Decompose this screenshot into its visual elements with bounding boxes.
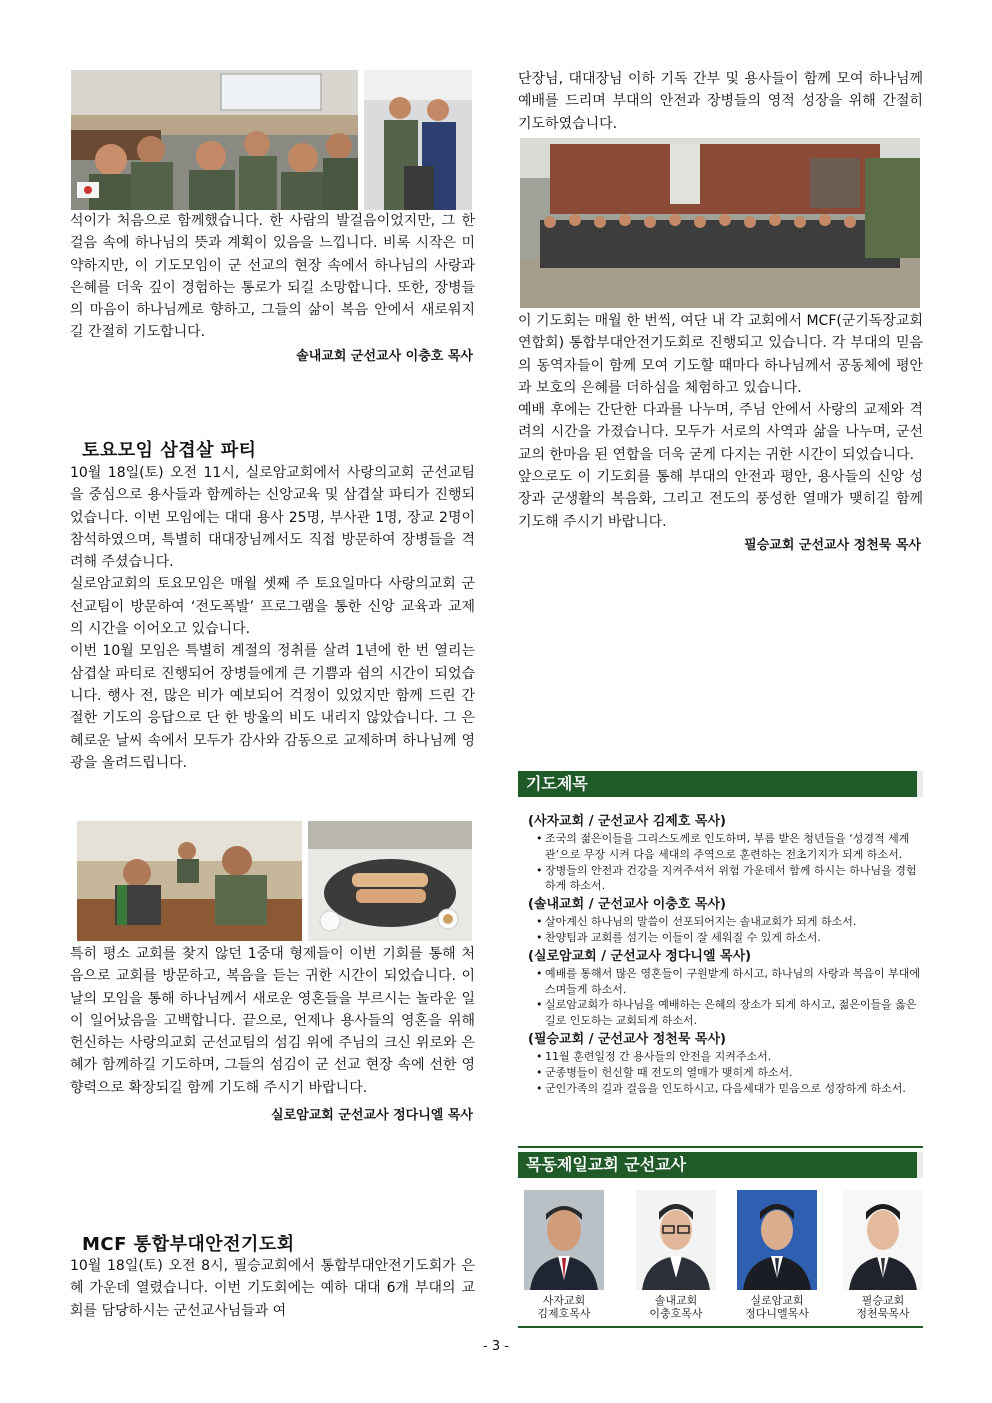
missionary-portraits	[518, 1183, 923, 1327]
divider	[518, 1326, 923, 1328]
missionary-name: 정다니엘목사	[745, 1307, 809, 1320]
missionary-church: 솔내교회	[654, 1294, 698, 1307]
prayer-item: • 찬양팀과 교회를 섬기는 이들이 잘 세워질 수 있게 하소서.	[536, 930, 923, 946]
missionary-card	[843, 1190, 923, 1320]
prayer-item: • 예배를 통해서 많은 영혼들이 구원받게 하시고, 하나님의 사랑과 복음이 부대에 스며들게 하소서.	[536, 966, 923, 998]
divider	[518, 1146, 923, 1148]
article-3-para-4: 예배 후에는 간단한 다과를 나누며, 주님 안에서 사랑의 교제와 격려의 시간을 가졌습니다. 모두가 서로의 사역과 삶을 나누며, 군선교의 한마음 된 연합을 더욱 굳게 다지는 귀한 시간이 되었습니다.	[518, 402, 923, 463]
missionary-card	[636, 1190, 716, 1320]
article-2-signature: 실로암교회 군선교사 정다니엘 목사	[271, 1108, 473, 1124]
photo-church-soldiers	[71, 70, 358, 210]
article-1-body: 석이가 처음으로 함께했습니다. 한 사람의 발걸음이었지만, 그 한 걸음 속에 하나님의 뜻과 계획이 있음을 느낍니다. 비록 시작은 미약하지만, 이 기도모임이 군 선교의 현장 속에서 하나님의 사랑과 은혜를 더욱 깊이 경험하는 통로가 되길 소망합니다. 또한, 장병들의 마음이 하나님께로 향하고, 그들의 삶이 복음 안에서 새로워지길 간절히 기도합니다.	[70, 213, 475, 341]
prayer-group-title: (사자교회 / 군선교사 김제호 목사)	[528, 814, 726, 829]
prayer-item: • 장병들의 안전과 건강을 지켜주셔서 위험 가운데서 함께 하시는 하나님을 경험하게 하소서.	[536, 863, 923, 895]
prayer-group-title: (솔내교회 / 군선교사 이충호 목사)	[528, 897, 726, 913]
prayer-item: • 군종병들이 헌신할 때 전도의 열매가 맺히게 하소서.	[536, 1065, 923, 1081]
missionary-name: 이충호목사	[649, 1307, 703, 1320]
photo-pork-grill	[308, 821, 472, 941]
portrait-photo	[524, 1190, 604, 1290]
missionary-church: 사자교회	[542, 1294, 586, 1307]
missionary-card	[737, 1190, 817, 1320]
missionary-church: 필승교회	[861, 1294, 905, 1307]
portrait-photo	[636, 1190, 716, 1290]
article-2-para-1: 10월 18일(토) 오전 11시, 실로암교회에서 사랑의교회 군선교팀을 중심으로 용사들과 함께하는 신앙교육 및 삼겹살 파티가 진행되었습니다. 이번 모임에는 대대 용사 25명, 부사관 1명, 장교 2명이 참석하였으며, 특별히 대대장님께서도 직접 방문하여 장병들을 격려해 주셨습니다.	[70, 465, 475, 571]
prayer-list	[528, 812, 923, 1097]
prayer-group-title: (실로암교회 / 군선교사 정다니엘 목사)	[528, 948, 752, 964]
photo-group-prayer-meeting	[520, 138, 920, 308]
article-1-signature: 솔내교회 군선교사 이충호 목사	[296, 348, 473, 364]
prayer-item: • 군인가족의 길과 걸음을 인도하시고, 다음세대가 믿음으로 성장하게 하소서.	[536, 1081, 923, 1097]
article-2-para-2: 실로암교회의 토요모임은 매월 셋째 주 토요일마다 사랑의교회 군선교팀이 방문하여 ‘전도폭발’ 프로그램을 통한 신앙 교육과 교제의 시간을 이어오고 있습니다.	[70, 576, 475, 638]
photo-meeting-table	[77, 821, 302, 941]
missionary-card	[524, 1190, 604, 1320]
article-3-title: MCF 통합부대안전기도회	[82, 1234, 295, 1255]
article-2-title: 토요모임 삼겹살 파티	[82, 440, 257, 461]
prayer-heading: 기도제목	[518, 771, 923, 797]
article-3-para-2: 단장님, 대대장님 이하 기독 간부 및 용사들이 함께 모여 하나님께 예배를 드리며 부대의 안전과 장병들의 영적 성장을 위해 간절히 기도하였습니다.	[518, 71, 923, 132]
article-2-para-4: 특히 평소 교회를 찾지 않던 1중대 형제들이 이번 기회를 통해 처음으로 교회를 방문하고, 복음을 듣는 귀한 시간이 되었습니다. 이날의 모임을 통해 하나님께서 새로운 영혼들을 부르시는 놀라운 일이 일어났음을 고백합니다. 끝으로, 언제나 용사들의 영혼을 위해 헌신하는 사랑의교회 군선교팀의 섬김 위에 주님의 크신 위로와 은혜가 함께하길 기도하며, 그들의 섬김이 군 선교 현장 속에 선한 영향력으로 확장되길 함께 기도해 주시기 바랍니다.	[70, 946, 475, 1096]
missionary-church: 실로암교회	[750, 1294, 804, 1307]
missionaries-heading: 목동제일교회 군선교사	[518, 1152, 923, 1178]
portrait-photo	[843, 1190, 923, 1290]
portrait-photo	[737, 1190, 817, 1290]
prayer-item: • 조국의 젊은이들을 그리스도께로 인도하며, 부름 받은 청년들을 ‘성경적 세계관’으로 무장 시켜 다음 세대의 주역으로 훈련하는 전초기지가 되게 하소서.	[536, 831, 923, 863]
article-3-para-5: 앞으로도 이 기도회를 통해 부대의 안전과 평안, 용사들의 신앙 성장과 군생활의 복음화, 그리고 전도의 풍성한 열매가 맺히길 함께 기도해 주시기 바랍니다.	[518, 469, 923, 530]
article-3-signature: 필승교회 군선교사 정천묵 목사	[744, 537, 921, 553]
prayer-item: • 살아계신 하나님의 말씀이 선포되어지는 솔내교회가 되게 하소서.	[536, 914, 923, 930]
prayer-item: • 실로암교회가 하나님을 예배하는 은혜의 장소가 되게 하시고, 젊은이들을 옳은 길로 인도하는 교회되게 하소서.	[536, 997, 923, 1029]
missionary-name: 정천묵목사	[856, 1307, 910, 1320]
prayer-group-title: (필승교회 / 군선교사 정천묵 목사)	[528, 1031, 726, 1047]
article-3-para-1: 10월 18일(토) 오전 8시, 필승교회에서 통합부대안전기도회가 은혜 가운데 열렸습니다. 이번 기도회에는 예하 대대 6개 부대의 교회를 담당하시는 군선교사님들과 여	[70, 1258, 475, 1319]
photo-pastor-soldier	[364, 70, 472, 210]
missionary-name: 김제호목사	[537, 1307, 591, 1320]
prayer-item: • 11월 훈련일정 간 용사들의 안전을 지켜주소서.	[536, 1049, 923, 1065]
page-number: - 3 -	[483, 1339, 509, 1354]
article-3-para-3: 이 기도회는 매월 한 번씩, 여단 내 각 교회에서 MCF(군기독장교회연합회) 통합부대안전기도회로 진행되고 있습니다. 각 부대의 믿음의 동역자들이 함께 모여 기도할 때마다 하나님께서 공동체에 평안과 보호의 은혜를 더하심을 체험하고 있습니다.	[518, 313, 923, 396]
article-2-para-3: 이번 10월 모임은 특별히 계절의 정취를 살려 1년에 한 번 열리는 삼겹살 파티로 진행되어 장병들에게 큰 기쁨과 쉼의 시간이 되었습니다. 행사 전, 많은 비가 예보되어 걱정이 있었지만 함께 드린 간절한 기도의 응답으로 단 한 방울의 비도 내리지 않았습니다. 그 은혜로운 날씨 속에서 모두가 감사와 감동으로 교제하며 하나님께 영광을 올려드립니다.	[70, 643, 475, 771]
